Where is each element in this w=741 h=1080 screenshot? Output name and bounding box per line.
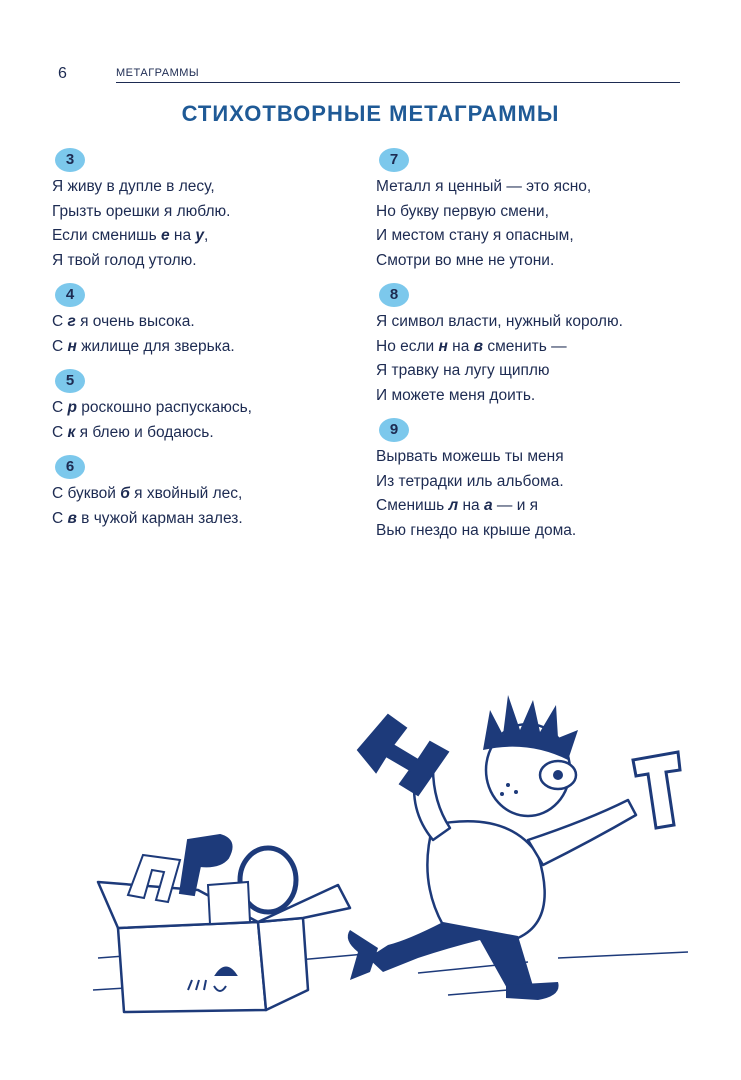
boy-shoe-right [506, 982, 559, 1000]
poem-text: Вью гнездо на крыше дома. [376, 521, 577, 539]
poem-line [52, 249, 372, 274]
poem-text: я хвойный лес, [129, 485, 243, 502]
poem-text: Я твой голод утолю. [52, 251, 197, 269]
poem-text: сменить — [483, 337, 567, 355]
puzzle-7 [376, 148, 696, 273]
puzzle-number-badge: 5 [55, 369, 85, 393]
poem-text: Металл я ценный — это ясно, [376, 178, 592, 195]
poem-line [52, 224, 372, 249]
highlighted-letter: у [195, 227, 205, 244]
poem-text: С [52, 399, 68, 416]
poem-line [376, 359, 696, 384]
puzzle-number-badge: 4 [55, 283, 85, 307]
poem-text: на [458, 497, 484, 514]
puzzles-right-column [376, 148, 696, 553]
poem-line [376, 200, 696, 225]
poem-line [376, 335, 696, 360]
page-header [58, 63, 680, 85]
poem-text: в чужой карман залез. [76, 509, 243, 527]
poem-text: Сменишь [376, 497, 449, 514]
poem-text: Вырвать можешь ты меня [376, 448, 564, 465]
poem-text: И можете меня доить. [376, 386, 536, 404]
poem-line [52, 396, 372, 421]
highlighted-letter: г [67, 313, 76, 330]
poem-line [376, 445, 696, 470]
poem-line [52, 482, 372, 507]
poem-text: С [52, 313, 68, 330]
puzzle-number-badge: 7 [379, 148, 409, 172]
poem-text: роскошно распускаюсь, [76, 399, 252, 416]
poem-line [376, 310, 696, 335]
poem-text: И местом стану я опасным, [376, 227, 574, 244]
poem-line [52, 175, 372, 200]
header-rule [116, 82, 680, 83]
poem-text: Из тетрадки иль альбома. [376, 472, 564, 490]
poem-text: С [52, 337, 68, 355]
highlighted-letter: в [67, 509, 77, 527]
poem-text: Я живу в дупле в лесу, [52, 178, 215, 195]
poem-text: Если сменишь [52, 227, 161, 244]
puzzle-number-badge: 9 [379, 418, 409, 442]
poem-line [52, 335, 372, 360]
poem-text: жилище для зверька. [76, 337, 235, 355]
highlighted-letter: е [160, 227, 170, 244]
puzzle-3 [52, 148, 372, 273]
puzzle-4 [52, 283, 372, 359]
highlighted-letter: б [120, 485, 130, 502]
highlighted-letter: л [448, 497, 459, 514]
poem-text: я очень высока. [75, 313, 195, 330]
poem-text: Смотри во мне не утони. [376, 251, 555, 269]
poem-line [52, 310, 372, 335]
boy-with-letters-illustration [88, 690, 708, 1020]
poem-line [376, 470, 696, 495]
poem-text: на [447, 337, 474, 355]
poem-text: Но букву первую смени, [376, 202, 549, 220]
highlighted-letter: к [67, 423, 76, 441]
poem-line [376, 175, 696, 200]
puzzle-number-badge: 3 [55, 148, 85, 172]
puzzle-9 [376, 418, 696, 543]
poem-line [52, 200, 372, 225]
highlighted-letter: н [438, 337, 448, 355]
highlighted-letter: а [483, 497, 493, 514]
page-title: СТИХОТВОРНЫЕ МЕТАГРАММЫ [181, 101, 560, 126]
poem-line [376, 384, 696, 409]
poem-text: Грызть орешки я люблю. [52, 202, 231, 220]
highlighted-letter: н [67, 337, 77, 355]
poem-text: С буквой [52, 485, 121, 502]
page-number: 6 [58, 65, 67, 82]
poem-line [376, 494, 696, 519]
puzzle-5 [52, 369, 372, 445]
poem-text: на [169, 227, 196, 244]
poem-line [376, 249, 696, 274]
puzzle-8 [376, 283, 696, 408]
poem-line [376, 224, 696, 249]
puzzle-6 [52, 455, 372, 531]
poem-line [376, 519, 696, 544]
letter-t-held [633, 752, 680, 828]
poem-text: Я символ власти, нужный королю. [376, 313, 623, 330]
poem-text: С [52, 509, 68, 527]
puzzle-number-badge: 8 [379, 283, 409, 307]
poem-text: Но если [376, 337, 439, 355]
running-title: МЕТАГРАММЫ [116, 67, 200, 79]
poem-text: , [204, 227, 209, 244]
poem-line [52, 507, 372, 532]
puzzle-number-badge: 6 [55, 455, 85, 479]
highlighted-letter: р [67, 399, 77, 416]
puzzles-left-column [52, 148, 372, 541]
poem-text: С [52, 423, 68, 441]
poem-text: Я травку на лугу щиплю [376, 362, 550, 379]
poem-text: я блею и бодаюсь. [75, 423, 214, 441]
poem-text: — и я [492, 497, 539, 514]
highlighted-letter: в [473, 337, 484, 355]
poem-line [52, 421, 372, 446]
